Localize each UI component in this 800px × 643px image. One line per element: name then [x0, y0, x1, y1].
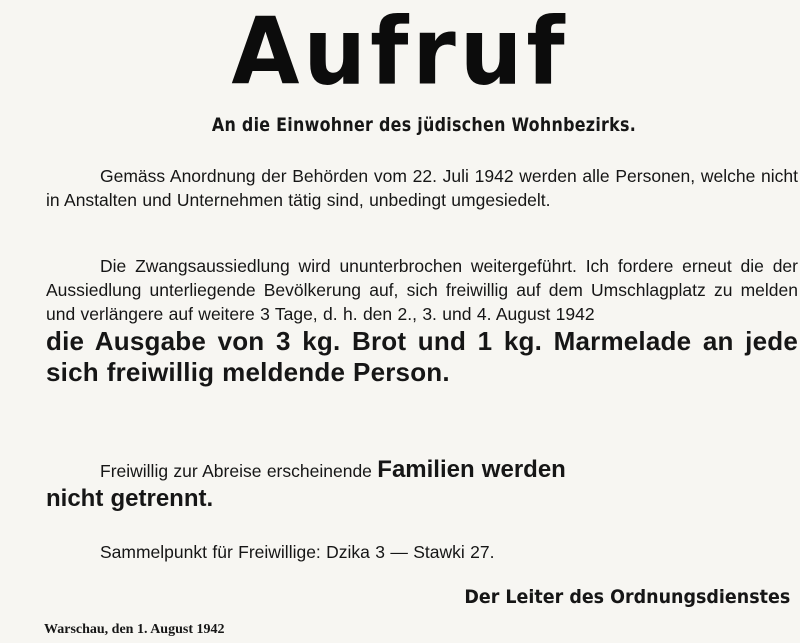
paragraph-2-emphasis: die Ausgabe von 3 kg. Brot und 1 kg. Marmelade an jede sich freiwillig meldende Person. — [46, 326, 798, 387]
paragraph-3-text: Freiwillig zur Abreise erscheinende — [100, 461, 372, 481]
date-line: Warschau, den 1. August 1942 — [44, 622, 225, 637]
paragraph-2-text: Die Zwangsaussiedlung wird ununterbrochen weitergeführt. Ich fordere erneut die der Aussiedlung unterliegende Bevölkerung auf, sich freiwillig auf dem Umschlagplatz zu melden und verlängere auf weitere 3 Tage, d. h. den 2., 3. und 4. August 1942 — [46, 256, 798, 324]
assembly-point-text: Sammelpunkt für Freiwillige: Dzika 3 — Stawki 27. — [100, 542, 495, 562]
paragraph-1 — [46, 164, 798, 212]
paragraph-2 — [46, 254, 798, 388]
paragraph-4 — [46, 540, 798, 564]
paragraph-3 — [46, 458, 798, 515]
poster-title: Aufruf — [231, 0, 569, 106]
paragraph-3-emphasis-1: Familien werden — [377, 456, 566, 483]
paragraph-3-emphasis-2: nicht getrennt. — [46, 485, 214, 512]
paragraph-1-text: Gemäss Anordnung der Behörden vom 22. Juli 1942 werden alle Personen, welche nicht in Anstalten und Unternehmen tätig sind, unbedingt umgesiedelt. — [46, 166, 798, 210]
signature: Der Leiter des Ordnungsdienstes — [464, 586, 790, 608]
poster-subtitle: An die Einwohner des jüdischen Wohnbezirks. — [211, 114, 637, 136]
